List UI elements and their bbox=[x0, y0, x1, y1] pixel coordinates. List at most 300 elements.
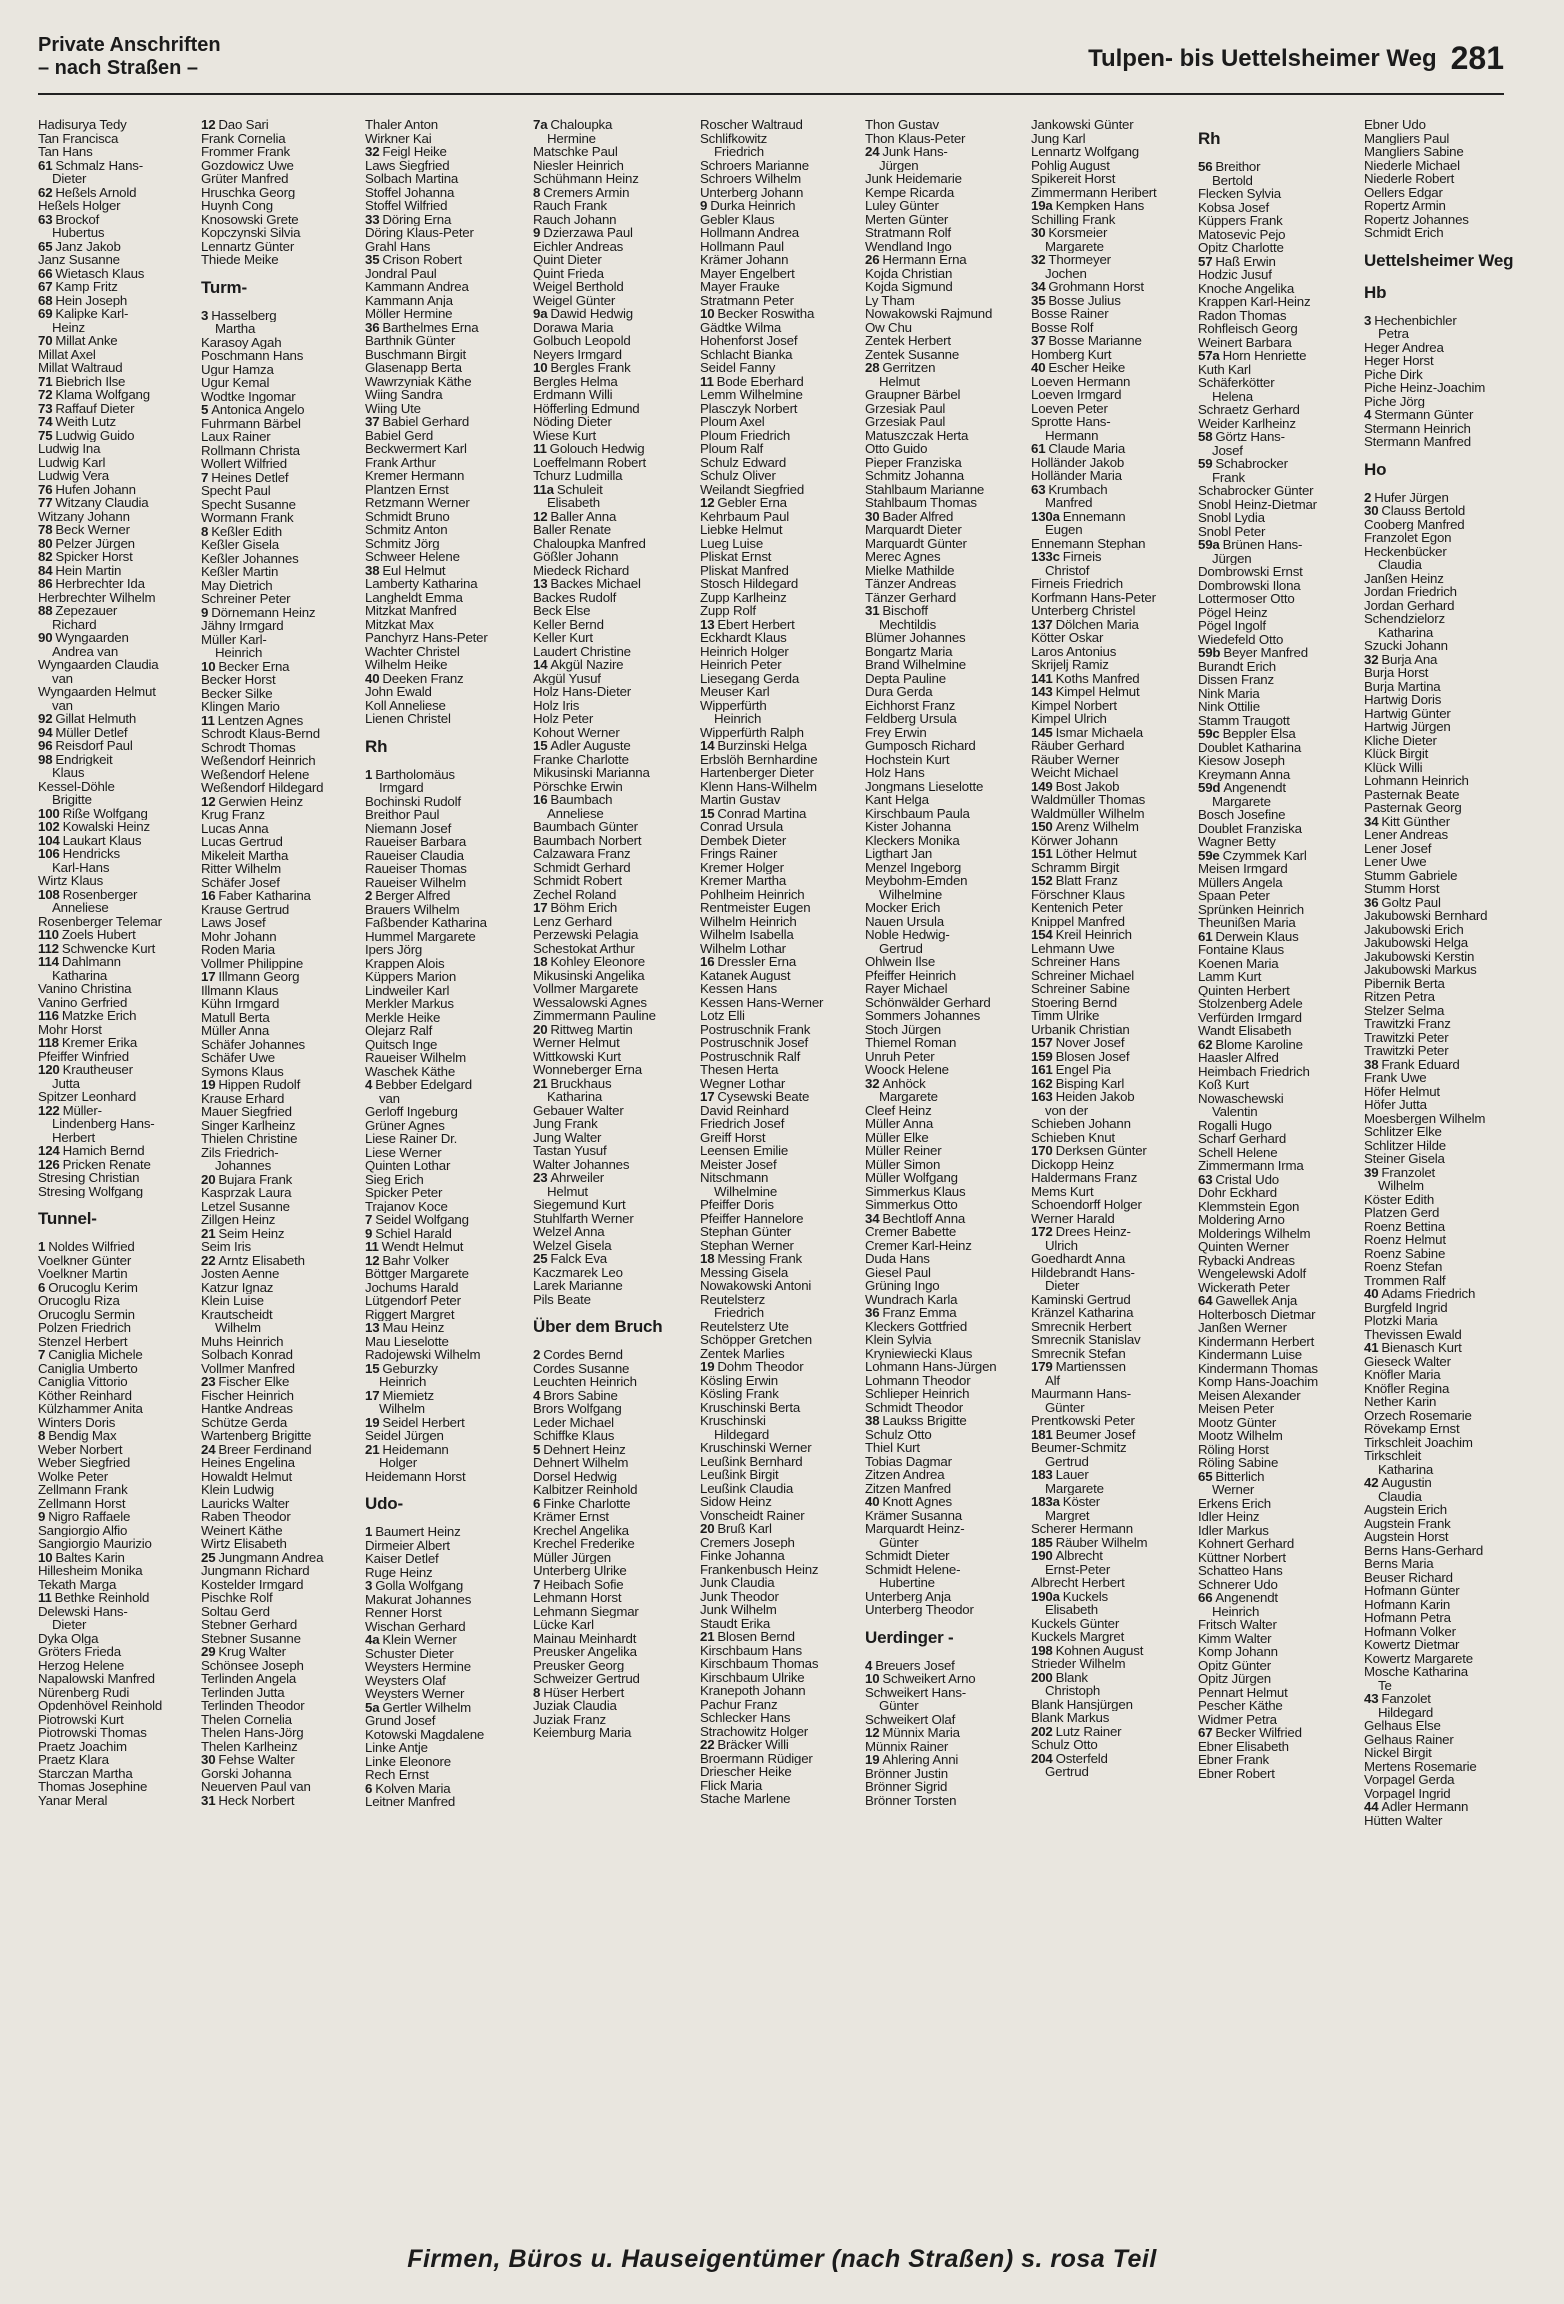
directory-entry bbox=[1364, 963, 1529, 977]
directory-entry bbox=[533, 1063, 698, 1077]
resident-name: Kuckels Günter bbox=[1031, 1616, 1120, 1630]
resident-name: Moldering Arno bbox=[1198, 1213, 1285, 1227]
directory-entry bbox=[38, 510, 203, 524]
house-number: 7 bbox=[533, 1577, 541, 1591]
resident-name: Specht Susanne bbox=[201, 497, 296, 511]
resident-name: Zupp Karlheinz bbox=[700, 590, 787, 604]
directory-entry bbox=[38, 1158, 203, 1172]
house-number: 1 bbox=[365, 1525, 373, 1539]
directory-entry bbox=[1198, 727, 1363, 741]
resident-name: Brünen Hans- bbox=[1222, 538, 1303, 552]
house-number: 4 bbox=[1364, 408, 1372, 422]
directory-entry bbox=[700, 118, 865, 132]
resident-name: Baller Anna bbox=[550, 509, 617, 523]
directory-entry bbox=[865, 969, 1030, 983]
resident-name: Roenz Helmut bbox=[1364, 1233, 1446, 1247]
directory-entry bbox=[1364, 1530, 1529, 1544]
directory-entry bbox=[1198, 1645, 1363, 1659]
directory-entry bbox=[700, 915, 865, 929]
directory-entry bbox=[365, 1416, 530, 1430]
resident-name: Schuleit bbox=[556, 482, 603, 496]
resident-name: Zentek Susanne bbox=[865, 347, 960, 361]
resident-name: Snobl Peter bbox=[1198, 524, 1266, 538]
directory-entry bbox=[1364, 869, 1529, 883]
resident-name: Zellmann Horst bbox=[38, 1496, 126, 1510]
directory-entry bbox=[700, 942, 865, 956]
directory-entry bbox=[1198, 822, 1363, 836]
house-number: 19a bbox=[1031, 199, 1053, 213]
resident-name: Tirkschleit bbox=[1364, 1449, 1422, 1463]
house-number: 152 bbox=[1031, 874, 1053, 888]
directory-entry bbox=[38, 1659, 203, 1673]
resident-name: Snobl Lydia bbox=[1198, 511, 1265, 525]
resident-name: Bergles Helma bbox=[533, 374, 618, 388]
resident-name: Polzen Friedrich bbox=[38, 1321, 131, 1335]
resident-name: Tan Francisca bbox=[38, 131, 119, 145]
directory-entry bbox=[533, 1443, 698, 1457]
directory-entry bbox=[1198, 1389, 1363, 1403]
entry-continuation bbox=[533, 1185, 698, 1199]
resident-name: Dombrowski Ernst bbox=[1198, 565, 1303, 579]
directory-entry bbox=[533, 1239, 698, 1253]
resident-name: Jung Karl bbox=[1031, 131, 1086, 145]
resident-name: Schmitz Anton bbox=[365, 523, 448, 537]
directory-entry bbox=[700, 132, 865, 146]
resident-name: Karl-Hans bbox=[52, 860, 110, 874]
directory-entry bbox=[1364, 855, 1529, 869]
section-title-line-2: – nach Straßen – bbox=[38, 57, 199, 79]
directory-entry bbox=[1031, 442, 1196, 456]
resident-name: Lotz Elli bbox=[700, 1009, 745, 1023]
directory-entry bbox=[365, 361, 530, 375]
directory-entry bbox=[1198, 309, 1363, 323]
directory-entry bbox=[533, 375, 698, 389]
resident-name: Beyer Manfred bbox=[1223, 646, 1308, 660]
directory-entry bbox=[365, 1579, 530, 1593]
resident-name: Schabrocker Günter bbox=[1198, 484, 1314, 498]
resident-name: Haldermans Franz bbox=[1031, 1171, 1138, 1185]
resident-name: Cysewski Beate bbox=[717, 1090, 810, 1104]
directory-entry bbox=[533, 1632, 698, 1646]
resident-name: Unterberg Anja bbox=[865, 1589, 951, 1603]
directory-entry bbox=[201, 808, 366, 822]
resident-name: Köther Reinhard bbox=[38, 1388, 132, 1402]
directory-entry bbox=[201, 253, 366, 267]
resident-name: Schütze Gerda bbox=[201, 1415, 288, 1429]
directory-entry bbox=[1364, 1125, 1529, 1139]
resident-name: Weßendorf Heinrich bbox=[201, 754, 316, 768]
resident-name: Woock Helene bbox=[865, 1063, 949, 1077]
resident-name: Keiemburg Maria bbox=[533, 1726, 632, 1740]
directory-entry bbox=[201, 1591, 366, 1605]
directory-entry bbox=[1198, 1659, 1363, 1673]
resident-name: Martienssen bbox=[1055, 1360, 1126, 1374]
house-number: 33 bbox=[365, 212, 380, 226]
resident-name: Keßler Gisela bbox=[201, 538, 279, 552]
directory-entry bbox=[1031, 321, 1196, 335]
directory-entry bbox=[201, 1470, 366, 1484]
resident-name: Lottermoser Otto bbox=[1198, 592, 1295, 606]
resident-name: Stuhlfarth Werner bbox=[533, 1211, 634, 1225]
directory-entry bbox=[865, 1549, 1030, 1563]
resident-name: Firneis Friedrich bbox=[1031, 577, 1123, 591]
resident-name: Babiel Gerd bbox=[365, 428, 434, 442]
directory-entry bbox=[1031, 888, 1196, 902]
resident-name: Wandt Elisabeth bbox=[1198, 1024, 1292, 1038]
resident-name: Beppler Elsa bbox=[1222, 727, 1296, 741]
resident-name: Eichhorst Franz bbox=[865, 698, 956, 712]
directory-entry bbox=[365, 496, 530, 510]
directory-entry bbox=[1198, 1443, 1363, 1457]
resident-name: Kowertz Dietmar bbox=[1364, 1638, 1460, 1652]
resident-name: Heiden Jakob bbox=[1055, 1090, 1135, 1104]
directory-entry bbox=[1364, 1476, 1529, 1490]
directory-entry bbox=[1198, 376, 1363, 390]
directory-entry bbox=[865, 388, 1030, 402]
directory-entry bbox=[1198, 403, 1363, 417]
resident-name: Osterfeld bbox=[1055, 1751, 1108, 1765]
directory-entry bbox=[700, 847, 865, 861]
directory-entry bbox=[1031, 1536, 1196, 1550]
directory-entry bbox=[865, 847, 1030, 861]
resident-name: Bertold bbox=[1212, 173, 1253, 187]
house-number: 76 bbox=[38, 482, 53, 496]
directory-entry bbox=[201, 1146, 366, 1160]
resident-name: Ritzen Petra bbox=[1364, 990, 1435, 1004]
directory-entry bbox=[201, 349, 366, 363]
resident-name: Kojda Christian bbox=[865, 266, 953, 280]
resident-name: Fuhrmann Bärbel bbox=[201, 416, 301, 430]
directory-entry bbox=[365, 172, 530, 186]
directory-entry bbox=[533, 1537, 698, 1551]
directory-entry bbox=[201, 1605, 366, 1619]
directory-entry bbox=[38, 213, 203, 227]
resident-name: Schulz Oliver bbox=[700, 469, 776, 483]
house-number: 12 bbox=[365, 1253, 380, 1267]
resident-name: Ebner Frank bbox=[1198, 1753, 1269, 1767]
directory-entry bbox=[1031, 1320, 1196, 1334]
directory-entry bbox=[1364, 801, 1529, 815]
resident-name: Koß Kurt bbox=[1198, 1078, 1249, 1092]
house-number: 28 bbox=[865, 361, 880, 375]
resident-name: Katharina bbox=[52, 968, 108, 982]
directory-entry bbox=[865, 807, 1030, 821]
directory-entry bbox=[365, 1429, 530, 1443]
resident-name: Pliskat Ernst bbox=[700, 550, 772, 564]
resident-name: Schulz Otto bbox=[1031, 1738, 1098, 1752]
directory-entry bbox=[1031, 1576, 1196, 1590]
resident-name: Kitt Günther bbox=[1381, 814, 1450, 828]
resident-name: Klingen Mario bbox=[201, 700, 280, 714]
resident-name: Greiff Horst bbox=[700, 1130, 766, 1144]
house-number: 179 bbox=[1031, 1360, 1053, 1374]
resident-name: Te bbox=[1378, 1678, 1392, 1692]
directory-entry bbox=[1031, 1549, 1196, 1563]
directory-entry bbox=[365, 145, 530, 159]
resident-name: Bosch Josefine bbox=[1198, 808, 1286, 822]
directory-entry bbox=[865, 1239, 1030, 1253]
directory-entry bbox=[533, 1266, 698, 1280]
resident-name: Gozdowicz Uwe bbox=[201, 158, 294, 172]
directory-entry bbox=[38, 1362, 203, 1376]
directory-entry bbox=[865, 1509, 1030, 1523]
resident-name: Stoering Bernd bbox=[1031, 995, 1117, 1009]
directory-entry bbox=[700, 631, 865, 645]
resident-name: Kopczynski Silvia bbox=[201, 226, 301, 240]
resident-name: Olejarz Ralf bbox=[365, 1024, 433, 1038]
resident-name: Derksen Günter bbox=[1055, 1144, 1147, 1158]
resident-name: Timm Ulrike bbox=[1031, 1009, 1100, 1023]
directory-entry bbox=[865, 469, 1030, 483]
resident-name: Zitzen Manfred bbox=[865, 1481, 951, 1495]
resident-name: Höfferling Edmund bbox=[533, 401, 640, 415]
house-number: 16 bbox=[700, 955, 715, 969]
resident-name: Lener Andreas bbox=[1364, 828, 1448, 842]
directory-entry bbox=[201, 781, 366, 795]
directory-entry bbox=[38, 145, 203, 159]
directory-entry bbox=[865, 1441, 1030, 1455]
directory-entry bbox=[1031, 739, 1196, 753]
resident-name: Stahlbaum Thomas bbox=[865, 496, 977, 510]
resident-name: Flecken Sylvia bbox=[1198, 187, 1281, 201]
house-number: 20 bbox=[201, 1172, 216, 1186]
house-number: 19 bbox=[700, 1360, 715, 1374]
directory-entry bbox=[700, 1266, 865, 1280]
house-number: 20 bbox=[700, 1522, 715, 1536]
resident-name: Endrigkeit bbox=[55, 752, 113, 766]
directory-entry bbox=[365, 970, 530, 984]
directory-entry bbox=[1031, 658, 1196, 672]
directory-entry bbox=[201, 1254, 366, 1268]
resident-name: Kalipke Karl- bbox=[55, 307, 129, 321]
directory-entry bbox=[201, 1051, 366, 1065]
resident-name: Duda Hans bbox=[865, 1252, 930, 1266]
resident-name: Wawrzyniak Käthe bbox=[365, 374, 472, 388]
resident-name: Prentkowski Peter bbox=[1031, 1414, 1135, 1428]
resident-name: Gawellek Anja bbox=[1215, 1294, 1298, 1308]
resident-name: Merten Günter bbox=[865, 212, 949, 226]
resident-name: Hofmann Volker bbox=[1364, 1624, 1456, 1638]
resident-name: Blosen Bernd bbox=[717, 1630, 795, 1644]
resident-name: Klama Wolfgang bbox=[55, 388, 150, 402]
directory-entry bbox=[533, 1564, 698, 1578]
resident-name: Weigel Günter bbox=[533, 293, 616, 307]
resident-name: Weysters Olaf bbox=[365, 1673, 446, 1687]
directory-entry bbox=[700, 388, 865, 402]
resident-name: Holz Peter bbox=[533, 712, 594, 726]
entry-continuation bbox=[38, 766, 203, 780]
directory-entry bbox=[38, 1686, 203, 1700]
directory-entry bbox=[201, 970, 366, 984]
directory-entry bbox=[865, 1293, 1030, 1307]
directory-entry bbox=[700, 1158, 865, 1172]
resident-name: Anhöck bbox=[882, 1076, 926, 1090]
directory-entry bbox=[533, 159, 698, 173]
directory-entry bbox=[533, 1429, 698, 1443]
entry-continuation bbox=[865, 942, 1030, 956]
resident-name: Lamm Kurt bbox=[1198, 970, 1262, 984]
directory-entry bbox=[533, 388, 698, 402]
resident-name: Albrecht Herbert bbox=[1031, 1576, 1125, 1590]
resident-name: Tirkschleit Joachim bbox=[1364, 1435, 1473, 1449]
directory-entry bbox=[1031, 834, 1196, 848]
directory-entry bbox=[700, 267, 865, 281]
resident-name: Schmitz Jörg bbox=[365, 536, 440, 550]
directory-entry bbox=[533, 1117, 698, 1131]
resident-name: Rayer Michael bbox=[865, 982, 948, 996]
directory-entry bbox=[365, 523, 530, 537]
resident-name: Bergles Frank bbox=[550, 361, 631, 375]
house-number: 118 bbox=[38, 1036, 59, 1050]
resident-name: Holz Hans bbox=[865, 766, 925, 780]
directory-entry bbox=[865, 550, 1030, 564]
resident-name: Weinert Käthe bbox=[201, 1523, 283, 1537]
directory-entry bbox=[365, 118, 530, 132]
directory-entry bbox=[201, 552, 366, 566]
resident-name: Laudert Christine bbox=[533, 644, 631, 658]
resident-name: Hartwig Doris bbox=[1364, 693, 1442, 707]
directory-entry bbox=[365, 1741, 530, 1755]
resident-name: Wonneberger Erna bbox=[533, 1063, 642, 1077]
house-number: 59d bbox=[1198, 781, 1221, 795]
directory-entry bbox=[700, 226, 865, 240]
resident-name: Backes Michael bbox=[550, 577, 641, 591]
directory-entry bbox=[700, 213, 865, 227]
directory-entry bbox=[865, 1266, 1030, 1280]
directory-entry bbox=[1031, 375, 1196, 389]
house-number: 1 bbox=[38, 1240, 46, 1254]
directory-entry bbox=[1364, 1652, 1529, 1666]
house-number: 124 bbox=[38, 1144, 60, 1158]
resident-name: Schuster Dieter bbox=[365, 1646, 454, 1660]
house-number: 13 bbox=[365, 1321, 380, 1335]
resident-name: Frank Cornelia bbox=[201, 131, 286, 145]
resident-name: Klaus bbox=[52, 766, 85, 780]
resident-name: Krug Franz bbox=[201, 808, 265, 822]
directory-entry bbox=[201, 1510, 366, 1524]
directory-entry bbox=[38, 402, 203, 416]
resident-name: Görtz Hans- bbox=[1215, 430, 1285, 444]
resident-name: Beckwermert Karl bbox=[365, 442, 467, 456]
directory-entry bbox=[38, 564, 203, 578]
resident-name: Bost Jakob bbox=[1055, 779, 1120, 793]
resident-name: Mielke Mathilde bbox=[865, 563, 955, 577]
resident-name: Wodtke Ingomar bbox=[201, 389, 296, 403]
directory-entry bbox=[865, 1198, 1030, 1212]
resident-name: Finke Johanna bbox=[700, 1549, 785, 1563]
resident-name: Arenz Wilhelm bbox=[1055, 820, 1139, 834]
resident-name: Ropertz Johannes bbox=[1364, 212, 1469, 226]
house-number: 100 bbox=[38, 806, 60, 820]
directory-entry bbox=[1198, 1294, 1363, 1308]
resident-name: Gieseck Walter bbox=[1364, 1354, 1451, 1368]
resident-name: Preusker Georg bbox=[533, 1658, 625, 1672]
house-number: 31 bbox=[865, 604, 880, 618]
resident-name: Gertrud bbox=[1045, 1454, 1089, 1468]
directory-entry bbox=[865, 1063, 1030, 1077]
directory-entry bbox=[865, 1279, 1030, 1293]
resident-name: Küttner Norbert bbox=[1198, 1550, 1286, 1564]
house-number: 24 bbox=[865, 145, 880, 159]
resident-name: Laws Josef bbox=[201, 916, 266, 930]
directory-entry bbox=[1364, 828, 1529, 842]
resident-name: Weber Norbert bbox=[38, 1442, 123, 1456]
directory-entry bbox=[1364, 639, 1529, 653]
directory-entry bbox=[365, 388, 530, 402]
resident-name: Röling Sabine bbox=[1198, 1456, 1279, 1470]
resident-name: Widmer Petra bbox=[1198, 1712, 1277, 1726]
resident-name: Nowakowski Antoni bbox=[700, 1279, 812, 1293]
entry-continuation bbox=[38, 1117, 203, 1131]
house-number: 68 bbox=[38, 293, 53, 307]
directory-entry bbox=[201, 1713, 366, 1727]
directory-entry bbox=[38, 577, 203, 591]
resident-name: Kindermann Herbert bbox=[1198, 1334, 1315, 1348]
directory-entry bbox=[865, 631, 1030, 645]
resident-name: Schweizer Gertrud bbox=[533, 1672, 640, 1686]
resident-name: Vanino Gerfried bbox=[38, 995, 128, 1009]
directory-entry bbox=[1031, 550, 1196, 564]
directory-entry bbox=[365, 1308, 530, 1322]
entry-continuation bbox=[38, 901, 203, 915]
directory-entry bbox=[1364, 504, 1529, 518]
resident-name: Dohm Theodor bbox=[717, 1360, 804, 1374]
resident-name: Opitz Günter bbox=[1198, 1658, 1271, 1672]
directory-entry bbox=[700, 1320, 865, 1334]
resident-name: Frommer Frank bbox=[201, 145, 291, 159]
directory-entry bbox=[1031, 604, 1196, 618]
directory-entry bbox=[700, 361, 865, 375]
directory-entry bbox=[700, 1752, 865, 1766]
resident-name: Pescher Käthe bbox=[1198, 1699, 1283, 1713]
resident-name: Menzel Ingeborg bbox=[865, 860, 962, 874]
resident-name: Schmitz Johanna bbox=[865, 469, 964, 483]
directory-entry bbox=[533, 442, 698, 456]
house-number: 61 bbox=[1198, 929, 1213, 943]
directory-entry bbox=[201, 579, 366, 593]
directory-entry bbox=[38, 1443, 203, 1457]
resident-name: Backes Rudolf bbox=[533, 590, 617, 604]
directory-entry bbox=[865, 1360, 1030, 1374]
directory-entry bbox=[1031, 699, 1196, 713]
directory-entry bbox=[365, 876, 530, 890]
resident-name: Mauer Siegfried bbox=[201, 1105, 292, 1119]
resident-name: Kaminski Gertrud bbox=[1031, 1292, 1131, 1306]
house-number: 12 bbox=[201, 794, 216, 808]
resident-name: Lohmann Heinrich bbox=[1364, 774, 1469, 788]
house-number: 25 bbox=[201, 1550, 216, 1564]
directory-entry bbox=[1031, 915, 1196, 929]
directory-entry bbox=[865, 658, 1030, 672]
directory-entry bbox=[1031, 1725, 1196, 1739]
directory-entry bbox=[365, 1795, 530, 1809]
resident-name: Quitsch Inge bbox=[365, 1037, 438, 1051]
directory-entry bbox=[533, 1672, 698, 1686]
directory-entry bbox=[201, 957, 366, 971]
resident-name: Quinten Herbert bbox=[1198, 983, 1290, 997]
resident-name: Rittweg Martin bbox=[550, 1022, 633, 1036]
resident-name: Gumposch Richard bbox=[865, 739, 976, 753]
directory-entry bbox=[365, 1768, 530, 1782]
directory-entry bbox=[201, 943, 366, 957]
resident-name: Thiemel Roman bbox=[865, 1036, 957, 1050]
directory-entry bbox=[1031, 672, 1196, 686]
resident-name: Napalowski Manfred bbox=[38, 1672, 155, 1686]
resident-name: Lehmann Horst bbox=[533, 1591, 622, 1605]
resident-name: Kehrbaum Paul bbox=[700, 509, 790, 523]
resident-name: Golbuch Leopold bbox=[533, 334, 631, 348]
directory-entry bbox=[533, 348, 698, 362]
